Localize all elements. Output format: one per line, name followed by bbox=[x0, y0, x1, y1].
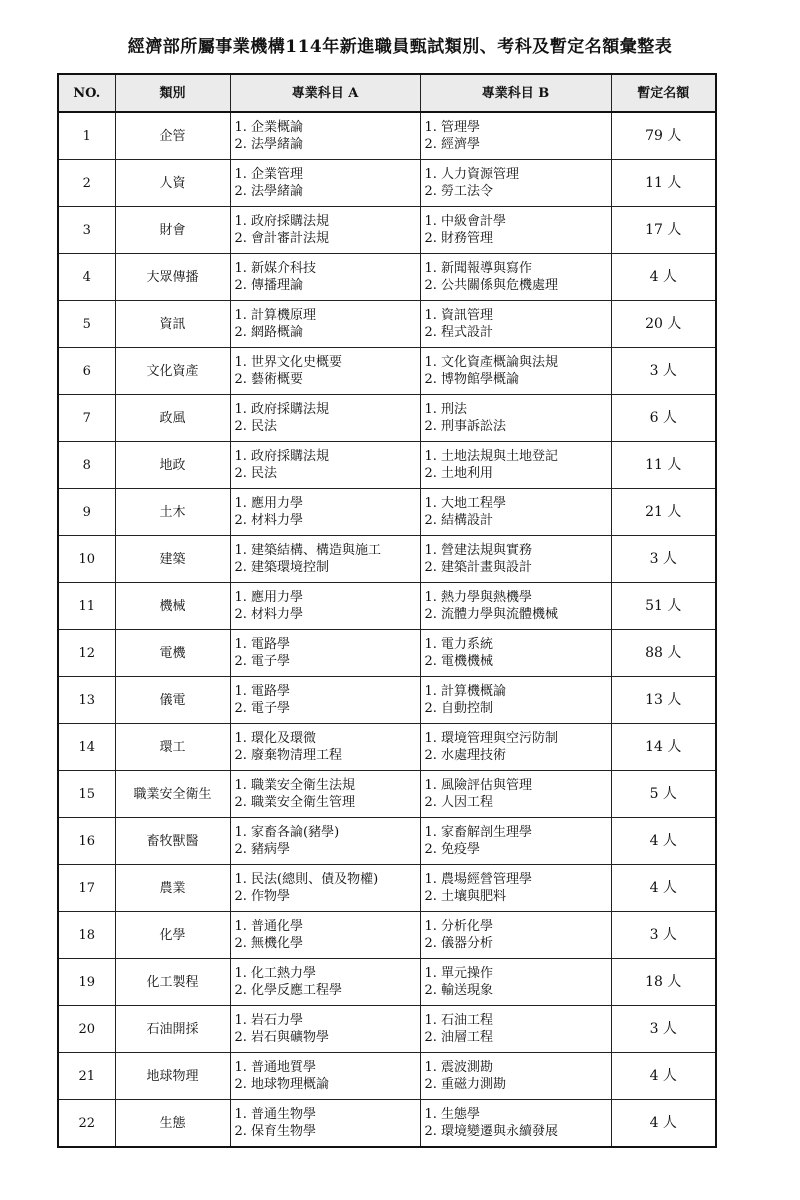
row-subject-a bbox=[230, 207, 420, 254]
subject-a-item-1: 1. 計算機原理 bbox=[234, 308, 317, 323]
header-no: NO. bbox=[58, 74, 115, 112]
row-subject-a bbox=[230, 583, 420, 630]
row-number: 21 bbox=[58, 1053, 115, 1100]
subject-b-item-1: 1. 土地法規與土地登記 bbox=[424, 449, 559, 464]
row-subject-b bbox=[420, 489, 611, 536]
subject-a-item-1: 1. 應用力學 bbox=[234, 496, 304, 511]
row-quota: 14 人 bbox=[611, 724, 716, 771]
row-category: 地政 bbox=[115, 442, 230, 489]
row-category: 資訊 bbox=[115, 301, 230, 348]
row-quota: 6 人 bbox=[611, 395, 716, 442]
subject-b-item-1: 1. 資訊管理 bbox=[424, 308, 494, 323]
row-quota: 79 人 bbox=[611, 112, 716, 160]
subject-b-item-1: 1. 刑法 bbox=[424, 402, 468, 417]
subject-b-item-1: 1. 大地工程學 bbox=[424, 496, 507, 511]
subject-a-item-2: 2. 法學緒論 bbox=[234, 184, 304, 199]
row-subject-b bbox=[420, 1053, 611, 1100]
subject-a-item-1: 1. 民法(總則、債及物權) bbox=[234, 872, 379, 887]
table-row bbox=[58, 536, 716, 583]
subject-b-item-1: 1. 中級會計學 bbox=[424, 214, 507, 229]
table-row bbox=[58, 1006, 716, 1053]
subject-b-item-1: 1. 單元操作 bbox=[424, 966, 494, 981]
subject-b-item-1: 1. 管理學 bbox=[424, 120, 481, 135]
subject-a-item-2: 2. 建築環境控制 bbox=[234, 560, 330, 575]
subject-b-item-1: 1. 電力系統 bbox=[424, 637, 494, 652]
row-number: 12 bbox=[58, 630, 115, 677]
subject-a-item-2: 2. 豬病學 bbox=[234, 842, 291, 857]
subject-b-item-2: 2. 程式設計 bbox=[424, 325, 494, 340]
row-quota: 51 人 bbox=[611, 583, 716, 630]
row-number: 16 bbox=[58, 818, 115, 865]
subject-b-item-1: 1. 新聞報導與寫作 bbox=[424, 261, 533, 276]
row-category: 建築 bbox=[115, 536, 230, 583]
subject-a-item-2: 2. 電子學 bbox=[234, 701, 291, 716]
row-subject-b bbox=[420, 207, 611, 254]
header-subject-b: 專業科目 B bbox=[420, 74, 611, 112]
subject-a-item-2: 2. 傳播理論 bbox=[234, 278, 304, 293]
document-title: 經濟部所屬事業機構114年新進職員甄試類別、考科及暫定名額彙整表 bbox=[127, 37, 673, 57]
row-quota: 4 人 bbox=[611, 1053, 716, 1100]
subject-a-item-2: 2. 會計審計法規 bbox=[234, 231, 330, 246]
row-subject-b bbox=[420, 865, 611, 912]
subject-a-item-2: 2. 材料力學 bbox=[234, 607, 304, 622]
row-subject-b bbox=[420, 348, 611, 395]
row-number: 6 bbox=[58, 348, 115, 395]
table-row bbox=[58, 489, 716, 536]
row-number: 9 bbox=[58, 489, 115, 536]
row-subject-b bbox=[420, 395, 611, 442]
table-row bbox=[58, 301, 716, 348]
table-row bbox=[58, 442, 716, 489]
table-row bbox=[58, 771, 716, 818]
row-number: 14 bbox=[58, 724, 115, 771]
row-category: 化工製程 bbox=[115, 959, 230, 1006]
row-category: 地球物理 bbox=[115, 1053, 230, 1100]
row-quota: 4 人 bbox=[611, 254, 716, 301]
subject-b-item-1: 1. 人力資源管理 bbox=[424, 167, 520, 182]
table-row bbox=[58, 160, 716, 207]
subject-b-item-2: 2. 水處理技術 bbox=[424, 748, 507, 763]
subject-b-item-1: 1. 石油工程 bbox=[424, 1013, 494, 1028]
header-quota: 暫定名額 bbox=[611, 74, 716, 112]
row-quota: 4 人 bbox=[611, 1100, 716, 1148]
table-row bbox=[58, 395, 716, 442]
subject-a-item-2: 2. 廢棄物清理工程 bbox=[234, 748, 343, 763]
row-subject-a bbox=[230, 160, 420, 207]
row-subject-b bbox=[420, 254, 611, 301]
row-category: 大眾傳播 bbox=[115, 254, 230, 301]
row-subject-b bbox=[420, 912, 611, 959]
row-category: 生態 bbox=[115, 1100, 230, 1148]
subject-b-item-1: 1. 計算機概論 bbox=[424, 684, 507, 699]
table-header-row bbox=[58, 74, 716, 112]
row-number: 20 bbox=[58, 1006, 115, 1053]
subject-a-item-1: 1. 岩石力學 bbox=[234, 1013, 304, 1028]
subject-b-item-2: 2. 免疫學 bbox=[424, 842, 481, 857]
row-subject-b bbox=[420, 771, 611, 818]
row-subject-b bbox=[420, 536, 611, 583]
subject-b-item-2: 2. 流體力學與流體機械 bbox=[424, 607, 559, 622]
row-quota: 11 人 bbox=[611, 442, 716, 489]
row-quota: 4 人 bbox=[611, 818, 716, 865]
row-subject-b bbox=[420, 818, 611, 865]
subject-a-item-1: 1. 建築結構、構造與施工 bbox=[234, 543, 382, 558]
subject-a-item-2: 2. 網路概論 bbox=[234, 325, 304, 340]
row-quota: 11 人 bbox=[611, 160, 716, 207]
row-subject-a bbox=[230, 536, 420, 583]
subject-a-item-1: 1. 普通地質學 bbox=[234, 1060, 317, 1075]
subject-a-item-2: 2. 職業安全衛生管理 bbox=[234, 795, 356, 810]
row-category: 化學 bbox=[115, 912, 230, 959]
subject-a-item-1: 1. 政府採購法規 bbox=[234, 402, 330, 417]
table-row bbox=[58, 207, 716, 254]
row-subject-a bbox=[230, 1100, 420, 1148]
row-category: 儀電 bbox=[115, 677, 230, 724]
row-quota: 18 人 bbox=[611, 959, 716, 1006]
row-category: 政風 bbox=[115, 395, 230, 442]
row-number: 7 bbox=[58, 395, 115, 442]
row-subject-b bbox=[420, 583, 611, 630]
row-subject-a bbox=[230, 348, 420, 395]
subject-b-item-2: 2. 電機機械 bbox=[424, 654, 494, 669]
subject-b-item-2: 2. 財務管理 bbox=[424, 231, 494, 246]
subject-a-item-2: 2. 民法 bbox=[234, 419, 278, 434]
row-subject-a bbox=[230, 112, 420, 160]
subject-a-item-1: 1. 企業管理 bbox=[234, 167, 304, 182]
subject-a-item-1: 1. 普通化學 bbox=[234, 919, 304, 934]
subject-a-item-1: 1. 普通生物學 bbox=[234, 1107, 317, 1122]
subject-b-item-2: 2. 重磁力測勘 bbox=[424, 1077, 507, 1092]
row-subject-a bbox=[230, 630, 420, 677]
table-row bbox=[58, 959, 716, 1006]
row-number: 18 bbox=[58, 912, 115, 959]
subject-a-item-1: 1. 政府採購法規 bbox=[234, 214, 330, 229]
row-category: 環工 bbox=[115, 724, 230, 771]
subject-a-item-1: 1. 電路學 bbox=[234, 637, 291, 652]
subject-b-item-1: 1. 震波測勘 bbox=[424, 1060, 494, 1075]
row-number: 22 bbox=[58, 1100, 115, 1148]
subject-b-item-2: 2. 油層工程 bbox=[424, 1030, 494, 1045]
row-number: 3 bbox=[58, 207, 115, 254]
subject-a-item-1: 1. 電路學 bbox=[234, 684, 291, 699]
subject-a-item-2: 2. 藝術概要 bbox=[234, 372, 304, 387]
subject-b-item-1: 1. 風險評估與管理 bbox=[424, 778, 533, 793]
header-category: 類別 bbox=[115, 74, 230, 112]
subject-a-item-1: 1. 世界文化史概要 bbox=[234, 355, 343, 370]
subject-b-item-2: 2. 儀器分析 bbox=[424, 936, 494, 951]
subject-a-item-2: 2. 電子學 bbox=[234, 654, 291, 669]
row-subject-a bbox=[230, 395, 420, 442]
subject-b-item-2: 2. 建築計畫與設計 bbox=[424, 560, 533, 575]
row-subject-a bbox=[230, 818, 420, 865]
row-subject-a bbox=[230, 442, 420, 489]
table-row bbox=[58, 1053, 716, 1100]
row-subject-a bbox=[230, 771, 420, 818]
row-number: 10 bbox=[58, 536, 115, 583]
subject-a-item-2: 2. 法學緒論 bbox=[234, 137, 304, 152]
row-subject-b bbox=[420, 160, 611, 207]
subject-b-item-1: 1. 熱力學與熱機學 bbox=[424, 590, 533, 605]
row-quota: 17 人 bbox=[611, 207, 716, 254]
row-subject-b bbox=[420, 630, 611, 677]
subject-a-item-1: 1. 職業安全衛生法規 bbox=[234, 778, 356, 793]
row-subject-b bbox=[420, 677, 611, 724]
subject-a-item-2: 2. 保育生物學 bbox=[234, 1124, 317, 1139]
row-quota: 13 人 bbox=[611, 677, 716, 724]
subject-a-item-1: 1. 化工熱力學 bbox=[234, 966, 317, 981]
table-row bbox=[58, 112, 716, 160]
row-subject-b bbox=[420, 301, 611, 348]
row-subject-b bbox=[420, 1006, 611, 1053]
subject-b-item-2: 2. 土地利用 bbox=[424, 466, 494, 481]
row-number: 8 bbox=[58, 442, 115, 489]
row-quota: 20 人 bbox=[611, 301, 716, 348]
row-number: 1 bbox=[58, 112, 115, 160]
row-subject-a bbox=[230, 1053, 420, 1100]
row-number: 15 bbox=[58, 771, 115, 818]
subject-b-item-2: 2. 勞工法令 bbox=[424, 184, 494, 199]
row-number: 17 bbox=[58, 865, 115, 912]
row-number: 13 bbox=[58, 677, 115, 724]
subject-b-item-2: 2. 經濟學 bbox=[424, 137, 481, 152]
subject-a-item-1: 1. 企業概論 bbox=[234, 120, 304, 135]
row-category: 人資 bbox=[115, 160, 230, 207]
subject-a-item-2: 2. 化學反應工程學 bbox=[234, 983, 343, 998]
header-subject-a: 專業科目 A bbox=[230, 74, 420, 112]
subject-b-item-2: 2. 公共關係與危機處理 bbox=[424, 278, 559, 293]
row-subject-a bbox=[230, 959, 420, 1006]
subject-b-item-2: 2. 人因工程 bbox=[424, 795, 494, 810]
row-subject-b bbox=[420, 724, 611, 771]
row-subject-b bbox=[420, 1100, 611, 1148]
row-category: 土木 bbox=[115, 489, 230, 536]
table-row bbox=[58, 912, 716, 959]
row-subject-a bbox=[230, 677, 420, 724]
row-subject-b bbox=[420, 959, 611, 1006]
row-subject-a bbox=[230, 301, 420, 348]
subject-b-item-2: 2. 結構設計 bbox=[424, 513, 494, 528]
row-subject-a bbox=[230, 912, 420, 959]
row-quota: 3 人 bbox=[611, 912, 716, 959]
table-row bbox=[58, 254, 716, 301]
row-quota: 5 人 bbox=[611, 771, 716, 818]
row-category: 電機 bbox=[115, 630, 230, 677]
row-number: 4 bbox=[58, 254, 115, 301]
subject-b-item-2: 2. 環境變遷與永續發展 bbox=[424, 1124, 559, 1139]
subject-b-item-2: 2. 刑事訴訟法 bbox=[424, 419, 507, 434]
subject-a-item-1: 1. 應用力學 bbox=[234, 590, 304, 605]
table-row bbox=[58, 677, 716, 724]
subject-b-item-1: 1. 農場經營管理學 bbox=[424, 872, 533, 887]
row-quota: 21 人 bbox=[611, 489, 716, 536]
row-category: 農業 bbox=[115, 865, 230, 912]
subject-a-item-1: 1. 環化及環微 bbox=[234, 731, 317, 746]
row-subject-a bbox=[230, 254, 420, 301]
row-category: 機械 bbox=[115, 583, 230, 630]
subject-a-item-1: 1. 家畜各論(豬學) bbox=[234, 825, 340, 840]
table-row bbox=[58, 630, 716, 677]
row-subject-b bbox=[420, 112, 611, 160]
subject-a-item-2: 2. 材料力學 bbox=[234, 513, 304, 528]
table-row bbox=[58, 865, 716, 912]
row-category: 畜牧獸醫 bbox=[115, 818, 230, 865]
subject-a-item-2: 2. 作物學 bbox=[234, 889, 291, 904]
row-number: 2 bbox=[58, 160, 115, 207]
subject-b-item-2: 2. 自動控制 bbox=[424, 701, 494, 716]
table-row bbox=[58, 1100, 716, 1148]
row-quota: 4 人 bbox=[611, 865, 716, 912]
row-number: 5 bbox=[58, 301, 115, 348]
table-row bbox=[58, 724, 716, 771]
subject-a-item-1: 1. 政府採購法規 bbox=[234, 449, 330, 464]
row-subject-a bbox=[230, 865, 420, 912]
row-category: 石油開採 bbox=[115, 1006, 230, 1053]
row-number: 19 bbox=[58, 959, 115, 1006]
row-subject-a bbox=[230, 489, 420, 536]
subject-b-item-2: 2. 土壤與肥料 bbox=[424, 889, 507, 904]
table-row bbox=[58, 818, 716, 865]
subject-b-item-1: 1. 環境管理與空污防制 bbox=[424, 731, 559, 746]
row-category: 職業安全衛生 bbox=[115, 771, 230, 818]
subject-b-item-2: 2. 輸送現象 bbox=[424, 983, 494, 998]
row-quota: 3 人 bbox=[611, 348, 716, 395]
subject-b-item-1: 1. 分析化學 bbox=[424, 919, 494, 934]
table-row bbox=[58, 583, 716, 630]
row-quota: 3 人 bbox=[611, 536, 716, 583]
subject-b-item-2: 2. 博物館學概論 bbox=[424, 372, 520, 387]
subject-a-item-2: 2. 民法 bbox=[234, 466, 278, 481]
row-category: 企管 bbox=[115, 112, 230, 160]
row-quota: 88 人 bbox=[611, 630, 716, 677]
row-category: 文化資產 bbox=[115, 348, 230, 395]
row-category: 財會 bbox=[115, 207, 230, 254]
subject-b-item-1: 1. 家畜解剖生理學 bbox=[424, 825, 533, 840]
row-subject-b bbox=[420, 442, 611, 489]
exam-table bbox=[57, 73, 717, 1148]
subject-b-item-1: 1. 生態學 bbox=[424, 1107, 481, 1122]
row-quota: 3 人 bbox=[611, 1006, 716, 1053]
subject-a-item-2: 2. 岩石與礦物學 bbox=[234, 1030, 330, 1045]
subject-a-item-1: 1. 新媒介科技 bbox=[234, 261, 317, 276]
row-subject-a bbox=[230, 724, 420, 771]
row-number: 11 bbox=[58, 583, 115, 630]
subject-b-item-1: 1. 營建法規與實務 bbox=[424, 543, 533, 558]
row-subject-a bbox=[230, 1006, 420, 1053]
subject-a-item-2: 2. 無機化學 bbox=[234, 936, 304, 951]
table-row bbox=[58, 348, 716, 395]
subject-a-item-2: 2. 地球物理概論 bbox=[234, 1077, 330, 1092]
subject-b-item-1: 1. 文化資產概論與法規 bbox=[424, 355, 559, 370]
